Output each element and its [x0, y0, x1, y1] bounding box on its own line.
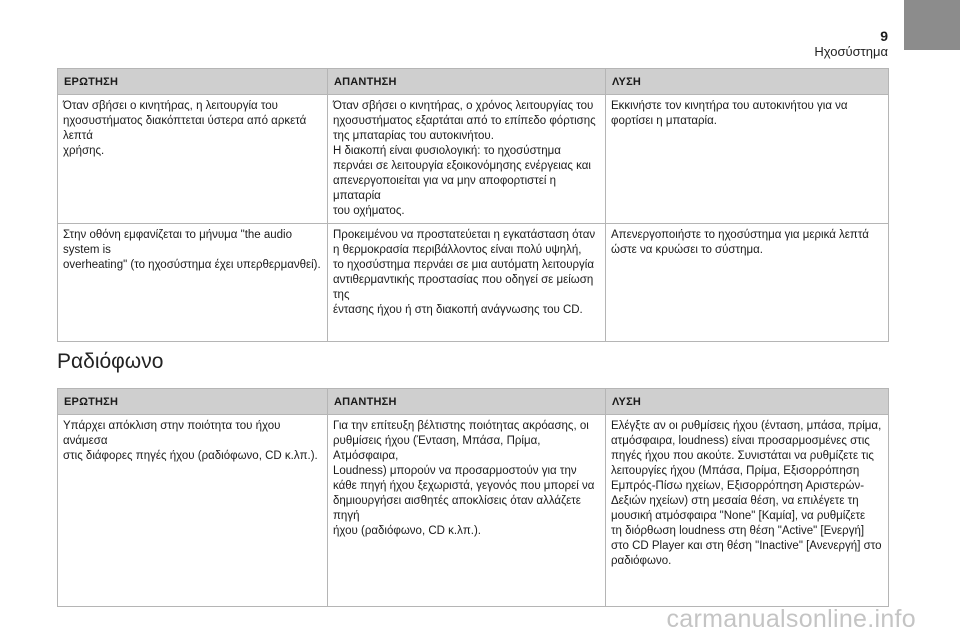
answer-cell: Για την επίτευξη βέλτιστης ποιότητας ακρόασης, οι ρυθμίσεις ήχου (Ένταση, Μπάσα, Πρίμα, Ατμόσφαιρα, Loudness) μπορούν να προσαρμοστούν για την κάθε πηγή ήχου ξεχωριστά, γεγονός που μπορεί να δημιουργήσει αισθητές αποκλίσεις όταν αλλάζετε πηγή ήχου (ραδιόφωνο, CD κ.λπ.). — [328, 415, 606, 607]
solution-cell: Ελέγξτε αν οι ρυθμίσεις ήχου (ένταση, μπάσα, πρίμα, ατμόσφαιρα, loudness) είναι προσαρμοσμένες στις πηγές ήχου που ακούτε. Συνιστάται να ρυθμίζετε τις λειτουργίες ήχου (Μπάσα, Πρίμα, Εξισορρόπηση Εμπρός-Πίσω ηχείων, Εξισορρόπηση Αριστερών- Δεξιών ηχείων) στη μεσαία θέση, να επιλέγετε τη μουσική ατμόσφαιρα "None" [Καμία], να ρυθμίζετε τη διόρθωση loudness στη θέση "Active" [Ενεργή] στο CD Player και στη θέση "Inactive" [Ανενεργή] στο ραδιόφωνο. — [606, 415, 889, 607]
table-row — [58, 224, 889, 342]
column-header-answer: ΑΠΑΝΤΗΣΗ — [328, 389, 606, 415]
troubleshooting-table-audio — [57, 68, 889, 342]
column-header-solution: ΛΥΣΗ — [606, 69, 889, 95]
column-header-question: ΕΡΩΤΗΣΗ — [58, 389, 328, 415]
column-header-solution: ΛΥΣΗ — [606, 389, 889, 415]
solution-cell: Εκκινήστε τον κινητήρα του αυτοκινήτου για να φορτίσει η μπαταρία. — [606, 95, 889, 224]
table-row — [58, 95, 889, 224]
watermark: carmanualsonline.info — [666, 605, 916, 633]
chapter-tab-marker — [904, 0, 960, 50]
table-header-row — [58, 389, 889, 415]
column-header-question: ΕΡΩΤΗΣΗ — [58, 69, 328, 95]
chapter-title: Ηχοσύστημα — [814, 44, 888, 59]
column-header-answer: ΑΠΑΝΤΗΣΗ — [328, 69, 606, 95]
answer-cell: Όταν σβήσει ο κινητήρας, ο χρόνος λειτουργίας του ηχοσυστήματος εξαρτάται από το επίπεδο φόρτισης της μπαταρίας του αυτοκινήτου. Η διακοπή είναι φυσιολογική: το ηχοσύστημα περνάει σε λειτουργία εξοικονόμησης ενέργειας και απενεργοποιείται για να μην αποφορτιστεί η μπαταρία του οχήματος. — [328, 95, 606, 224]
question-cell: Υπάρχει απόκλιση στην ποιότητα του ήχου ανάμεσα στις διάφορες πηγές ήχου (ραδιόφωνο, CD κ.λπ.). — [58, 415, 328, 607]
question-cell: Όταν σβήσει ο κινητήρας, η λειτουργία του ηχοσυστήματος διακόπτεται ύστερα από αρκετά λεπτά χρήσης. — [58, 95, 328, 224]
page-number: 9 — [880, 28, 888, 44]
section-title-radio: Ραδιόφωνο — [57, 350, 164, 373]
answer-cell: Προκειμένου να προστατεύεται η εγκατάσταση όταν η θερμοκρασία περιβάλλοντος είναι πολύ υψηλή, το ηχοσύστημα περνάει σε μια αυτόματη λειτουργία αντιθερμαντικής προστασίας που οδηγεί σε μείωση της έντασης ήχου ή στη διακοπή ανάγνωσης του CD. — [328, 224, 606, 342]
question-cell: Στην οθόνη εμφανίζεται το μήνυμα "the audio system is overheating" (το ηχοσύστημα έχει υπερθερμανθεί). — [58, 224, 328, 342]
table-header-row — [58, 69, 889, 95]
solution-cell: Απενεργοποιήστε το ηχοσύστημα για μερικά λεπτά ώστε να κρυώσει το σύστημα. — [606, 224, 889, 342]
table-row — [58, 415, 889, 607]
troubleshooting-table-radio — [57, 388, 889, 607]
